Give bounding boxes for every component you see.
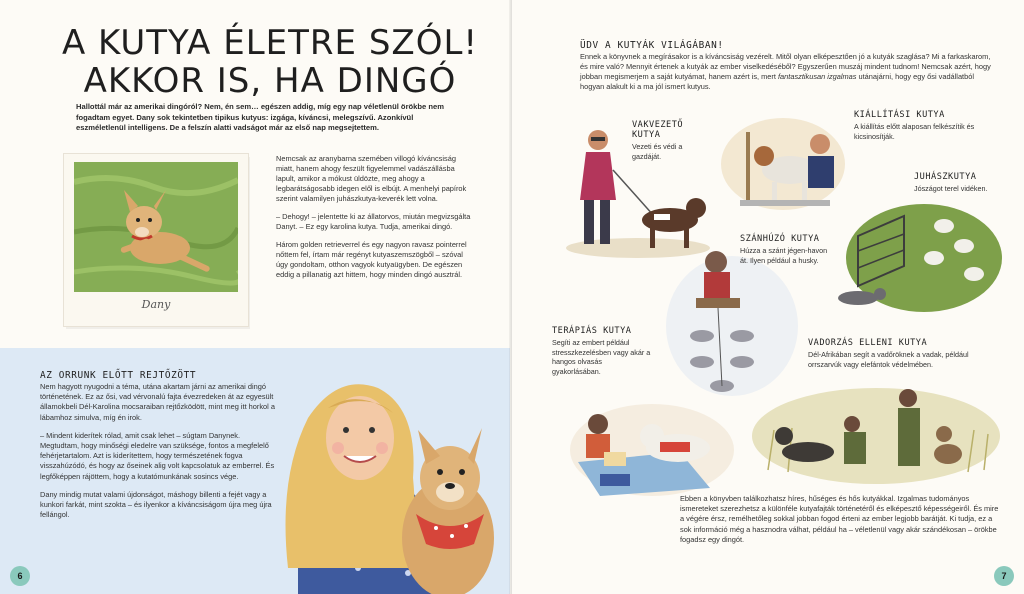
- right-intro-part-1: Ennek a könyvnek a megírásakor is a kíváncsiság vezérelt. Mitől olyan elképesztően jó a kutyák szaglása? Mi a farkaskarom, és mire való? Mennyit értenek a kutyák az ember viselkedéséből? Egyszerűen muszáj mindent tudnom! Nemcsak azért, hogy jobban megismerjem a saját kutyámat, hanem azért is, mert: [580, 52, 991, 81]
- story-paragraph-1: Nemcsak az aranybarna szemében villogó kíváncsiság miatt, hanem ahogy feszült figyelemmel vadászállásba lapult, amikor a mókust üldözte, meg ahogy a legbarátságosabb idegen elől is elbújt. A menhelyi papírok szerint valamilyen juhászkutya-keverék lett volna.: [276, 154, 467, 203]
- dany-photo: [64, 154, 248, 326]
- girl-with-dog-illustration: [268, 368, 510, 594]
- section-paragraph-3: Dany mindig mutat valami újdonságot, máshogy billenti a fejét vagy a kunkori farkát, mint szokta – és ilyenkor a kíváncsiságom újra meg újra fellángol.: [40, 489, 272, 520]
- guide-dog-label: [632, 120, 702, 161]
- anti-poaching-dog-label: [808, 338, 1004, 369]
- guide-dog-heading: VAKVEZETŐ KUTYA: [632, 120, 684, 140]
- section-paragraph-1: Nem hagyott nyugodni a téma, utána akartam járni az amerikai dingó történetének. Ez az ősi, vad vérvonalú fajta évezredeken át az egyesült államokbeli Dél-Karolina mocsaraiban rejtőzködött, mint meg itt horkol a lábamhoz simulva, míg én irok.: [40, 382, 275, 422]
- page-number-right: 7: [994, 566, 1014, 586]
- title-line-2: AKKOR IS, HA DINGÓ: [83, 61, 457, 101]
- therapy-dog-illustration: [560, 392, 736, 500]
- section-text: [40, 382, 280, 528]
- story-column: [276, 154, 476, 288]
- therapy-dog-label: [552, 326, 652, 376]
- right-intro-part-2: utánajárni, hogy egy ősi vadállatból hogyan alakult ki a ma jól ismert kutyus.: [580, 72, 974, 91]
- anti-poaching-dog-text: Dél-Afrikában segít a vadőröknek a vadak, például orrszarvúk vagy elefántok védelmében.: [808, 350, 969, 369]
- right-intro-italic: fantasztikusan izgalmas: [778, 72, 857, 81]
- sheepdog-text: Jószágot terel vidéken.: [914, 184, 988, 193]
- closing-paragraph: Ebben a könyvben találkozhatsz híres, hűséges és hős kutyákkal. Izgalmas tudományos ismereteket szerezhetsz a különféle kutyafajták történetéről és elképesztő képességeiről. És mire a végére érsz, remélhetőleg sokkal jobban fogod érteni az ember legjobb barátját. Ki tudja, ez a sok információ még a hasznodra válhat, például ha – véletlenül vagy akár szándékosan – örökbe fogadsz egy dingót.: [680, 494, 999, 544]
- sheepdog-heading: JUHÁSZKUTYA: [914, 172, 977, 182]
- title-line-1: A KUTYA ÉLETRE SZÓL!: [61, 23, 479, 63]
- sled-dog-label: [740, 234, 830, 265]
- story-paragraph-3: Három golden retrieverrel és egy nagyon ravasz pointerrel nőttem fel, írtam már regényt kutyaszemszögből – szóval úgy gondoltam, otthon vagyok kutyaügyben. De egészen eddig a pillanatig azt hittem, hogy minden dingó ausztrál.: [276, 240, 467, 279]
- section-heading: AZ ORRUNK ELŐTT REJTŐZÖTT: [40, 370, 197, 381]
- show-dog-heading: KIÁLLÍTÁSI KUTYA: [854, 110, 945, 120]
- sheepdog-illustration: [814, 196, 1004, 316]
- therapy-dog-text: Segíti az embert például stresszkezelésben vagy akár a hangos olvasás gyakorlásában.: [552, 338, 651, 376]
- show-dog-text: A kiállítás előtt alaposan felkészítik és kicsinosítják.: [854, 122, 975, 141]
- sheepdog-label: [914, 172, 1004, 194]
- photo-caption: Dany: [141, 298, 171, 311]
- guide-dog-text: Vezeti és védi a gazdáját.: [632, 142, 683, 161]
- therapy-dog-heading: TERÁPIÁS KUTYA: [552, 326, 632, 336]
- page-number-left: 6: [10, 566, 30, 586]
- page-title: [60, 24, 480, 100]
- show-dog-label: [854, 110, 1004, 141]
- story-paragraph-2: – Dehogy! – jelentette ki az állatorvos, miután megvizsgálta Danyt. – Ez egy karolina kutya. Tudja, amerikai dingó.: [276, 212, 471, 231]
- intro-paragraph: Hallottál már az amerikai dingóról? Nem, én sem… egészen addig, míg egy nap véletlenül örökbe nem fogadtam egyet. Dany sok tekintetben tipikus kutyus: izgága, kíváncsi, melegszívű. Azonkívül eszméletlenül intelligens. De a felszín alatti vadságot már az első nap megsejtettem.: [76, 102, 444, 133]
- sled-dog-text: Húzza a szánt jégen-havon át. Ilyen például a husky.: [740, 246, 828, 265]
- section-paragraph-2: – Mindent kiderítek rólad, amit csak lehet – súgtam Danynek. Megtudtam, hogy minőségi eledelre van szüksége, fontos a megfelelő fehérjetartalom. Azt is kiderítettem, hogy természetének fogva visszahúzódó, és hogy az őseinek alig volt kapcsolatuk az emberrel. És legfőképpen rájöttem, hogy a kutatómunkának sosincs vége.: [40, 430, 275, 481]
- anti-poaching-illustration: [748, 380, 1004, 486]
- dog-on-grass-illustration: [74, 162, 238, 292]
- anti-poaching-dog-heading: VADORZÁS ELLENI KUTYA: [808, 338, 928, 348]
- sled-dog-heading: SZÁNHÚZÓ KUTYA: [740, 234, 820, 244]
- right-intro: [580, 52, 1000, 92]
- right-heading: ÜDV A KUTYÁK VILÁGÁBAN!: [580, 40, 724, 51]
